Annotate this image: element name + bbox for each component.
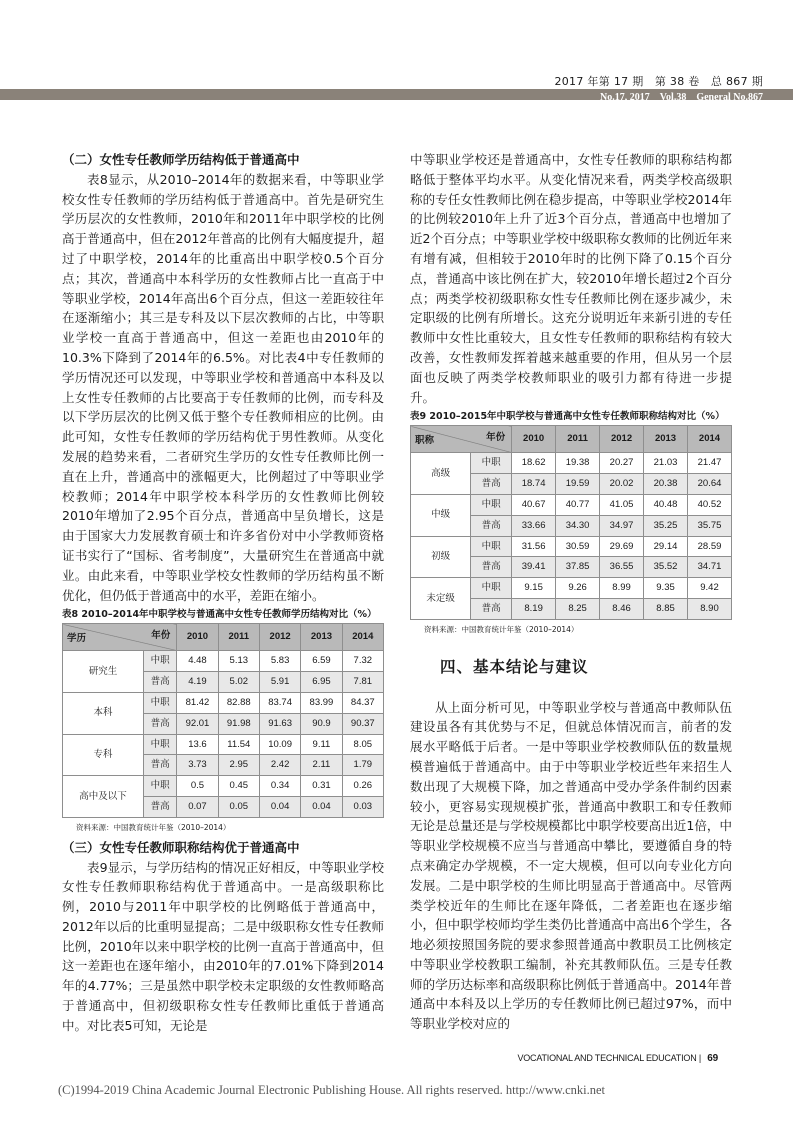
row-school-type: 普高: [471, 515, 512, 536]
row-category: 高级: [411, 453, 471, 495]
corner-row-label: 学历: [67, 632, 87, 644]
table-cell: 34.97: [600, 515, 644, 536]
section-heading-4: 四、基本结论与建议: [440, 657, 589, 676]
table-cell: 29.69: [600, 536, 644, 557]
paragraph: 表8显示，从2010–2014年的数据来看，中等职业学校女性专任教师的学历结构低于普通高中。首先是研究生学历层次的女性教师，2010年和2011年中职学校的比例高于普通高中，但在2012年普高的比例有大幅度提升，超过了中职学校，2014年的比重高出中职学校0.5个百分点；其次，普通高中本科学历的女性教师占比一直高于中等职业学校，2014年高出6个百分点，但这一差距较往年在逐渐缩小；其三是专科及以下层次教师的占比，中等职业学校一直高于普通高中，但这一差距也由2010年的10.3%下降到了2014年的6.5%。对比表4中专任教师的学历情况还可以发现，中等职业学校和普通高中本科及以上女性专任教师的占比要高于专任教师的比例，而专科及以下学历层次的比例又低于整个专任教师相应的比例。由此可知，女性专任教师的学历结构优于男性教师。从变化发展的趋势来看，二者研究生学历的女性专任教师比例一直在上升，普通高中的涨幅更大，比例超过了中等职业学校教师；2014年中职学校本科学历的女性教师比例较2010年增加了2.95个百分点，普通高中呈负增长，这是由于国家大力发展教育硕士和许多省份对中小学教师资格证书实行了“国标、省考制度”，大量研究生在普通高中就业。由此来看，中等职业学校女性教师的学历结构虽不断优化，但仍低于普通高中的水平，差距在缩小。: [62, 171, 384, 603]
table-cell: 20.64: [688, 474, 732, 495]
issue-header-en: No.17, 2017 Vol.38 General No.867: [600, 92, 763, 103]
paragraph: 表9显示，与学历结构的情况正好相反，中等职业学校女性专任教师职称结构优于普通高中。一是高级职称比例，2010与2011年中职学校的比例略低于普通高中，2012年以后的比重明显提高；二是中级职称女性专任教师比例，2010年以来中职学校的比例一直高于普通高中，但这一差距也在逐年缩小，由2010年的7.01%下降到2014年的4.77%；三是虽然中职学校未定职级的女性教师略高于普通高中，但初级职称女性专任教师比重低于普通高中。对比表5可知，无论是: [62, 859, 384, 1033]
table-row: [411, 453, 732, 474]
table-cell: 83.99: [301, 692, 342, 713]
table-row: [63, 776, 384, 797]
row-school-type: 中职: [143, 776, 176, 797]
year-header: 2014: [342, 624, 383, 651]
table-cell: 35.52: [644, 557, 688, 578]
table-cell: 2.95: [218, 755, 259, 776]
table-cell: 34.30: [556, 515, 600, 536]
table-cell: 18.74: [512, 474, 556, 495]
table9-source: 资料来源：中国教育统计年鉴（2010–2014）: [424, 624, 579, 634]
table-cell: 36.55: [600, 557, 644, 578]
table-cell: 5.13: [218, 651, 259, 672]
row-category: 未定级: [411, 578, 471, 620]
table-cell: 0.05: [218, 796, 259, 817]
table-cell: 40.48: [644, 494, 688, 515]
row-school-type: 中职: [143, 651, 176, 672]
table-cell: 8.99: [600, 578, 644, 599]
page-number: 69: [707, 1053, 718, 1064]
table-cell: 31.56: [512, 536, 556, 557]
table-cell: 81.42: [177, 692, 218, 713]
table-cell: 9.42: [688, 578, 732, 599]
table-cell: 40.52: [688, 494, 732, 515]
left-column: [62, 150, 384, 1036]
year-header: 2010: [512, 426, 556, 453]
table-cell: 33.66: [512, 515, 556, 536]
row-school-type: 中职: [471, 494, 512, 515]
table-cell: 1.79: [342, 755, 383, 776]
table-cell: 8.25: [556, 598, 600, 619]
table-cell: 6.95: [301, 672, 342, 693]
table-cell: 13.6: [177, 734, 218, 755]
table-cell: 2.11: [301, 755, 342, 776]
table-cell: 82.88: [218, 692, 259, 713]
row-category: 专科: [63, 734, 144, 776]
table-corner-cell: [63, 624, 177, 651]
table-cell: 35.25: [644, 515, 688, 536]
row-school-type: 普高: [143, 755, 176, 776]
table9-caption: 表9 2010–2015年中职学校与普通高中女性专任教师职称结构对比（%）: [410, 411, 725, 423]
table-cell: 9.35: [644, 578, 688, 599]
table-cell: 34.71: [688, 557, 732, 578]
table-cell: 37.85: [556, 557, 600, 578]
table-cell: 40.67: [512, 494, 556, 515]
year-header: 2014: [688, 426, 732, 453]
table-cell: 4.19: [177, 672, 218, 693]
row-school-type: 普高: [143, 713, 176, 734]
table-corner-cell: [411, 426, 512, 453]
paragraph: 中等职业学校还是普通高中，女性专任教师的职称结构都略低于整体平均水平。从变化情况来看，两类学校高级职称的专任女性教师比例在稳步提高，中等职业学校2014年的比例较2010年上升了近3个百分点，普通高中也增加了近2个百分点；中等职业学校中级职称女教师的比例近年来有增有减，但相较于2010年时的比例下降了0.15个百分点，普通高中该比例在扩大，较2010年增长超过2个百分点；两类学校初级职称女性专任教师比例在逐步减少，未定职级的比例有所增长。这充分说明近年来新引进的专任教师中女性比重较大，且女性专任教师的职称结构有较大改善，女性教师发挥着越来越重要的作用，但从另一个层面也反映了两类学校教师职业的吸引力都有待进一步提升。: [410, 152, 732, 405]
table-cell: 90.37: [342, 713, 383, 734]
row-school-type: 中职: [471, 578, 512, 599]
row-school-type: 中职: [471, 536, 512, 557]
row-school-type: 中职: [143, 734, 176, 755]
table8-caption: 表8 2010–2014年中职学校与普通高中女性专任教师学历结构对比（%）: [62, 609, 377, 621]
issue-header: 2017 年第 17 期 第 38 卷 总 867 期: [554, 75, 763, 88]
table-row: [63, 692, 384, 713]
table-cell: 0.04: [301, 796, 342, 817]
table-cell: 20.38: [644, 474, 688, 495]
row-school-type: 普高: [143, 796, 176, 817]
row-school-type: 普高: [471, 598, 512, 619]
row-school-type: 普高: [143, 672, 176, 693]
table-cell: 21.47: [688, 453, 732, 474]
table-row: [411, 536, 732, 557]
table-cell: 5.02: [218, 672, 259, 693]
year-header: 2012: [600, 426, 644, 453]
table-cell: 35.75: [688, 515, 732, 536]
table-cell: 7.32: [342, 651, 383, 672]
table-cell: 20.27: [600, 453, 644, 474]
paragraph: 从上面分析可见，中等职业学校与普通高中教师队伍建设虽各有其优势与不足，但就总体情况而言，前者的发展水平略低于后者。一是中等职业学校教师队伍的数量规模普遍低于普通高中。由于中等职业学校近些年来招生人数出现了大规模下降，加之普通高中受办学条件制约因素较小，更容易实现规模扩张，普通高中教职工和专任教师无论是总量还是与学校规模都比中职学校要高出近1倍，中等职业学校规模不应当与普通高中攀比，要遵循自身的特点来确定办学规模，不一定大规模，但可以向专业化方向发展。二是中职学校的生师比明显高于普通高中。尽管两类学校近年的生师比在逐年降低，二者差距也在逐步缩小，但中职学校师均学生类仍比普通高中高出6个学生，各地必须按照国务院的要求参照普通高中教职员工比例核定中等职业学校教职工编制，补充其教师队伍。三是专任教师的学历达标率和高级职称比例低于普通高中。2014年普通高中本科及以上学历的专任教师比例已超过97%，而中等职业学校对应的: [410, 699, 732, 1032]
year-header: 2010: [177, 624, 218, 651]
table-cell: 2.42: [259, 755, 300, 776]
table-row: [411, 494, 732, 515]
row-category: 研究生: [63, 651, 144, 693]
year-header: 2011: [556, 426, 600, 453]
table-cell: 8.85: [644, 598, 688, 619]
table-cell: 28.59: [688, 536, 732, 557]
table-cell: 4.48: [177, 651, 218, 672]
table-cell: 91.98: [218, 713, 259, 734]
table-cell: 19.59: [556, 474, 600, 495]
table-cell: 18.62: [512, 453, 556, 474]
row-category: 中级: [411, 494, 471, 536]
table-cell: 19.38: [556, 453, 600, 474]
table-cell: 91.63: [259, 713, 300, 734]
table-cell: 29.14: [644, 536, 688, 557]
table-cell: 8.46: [600, 598, 644, 619]
table-cell: 9.15: [512, 578, 556, 599]
table-cell: 30.59: [556, 536, 600, 557]
table-row: [411, 578, 732, 599]
table-cell: 3.73: [177, 755, 218, 776]
table-cell: 90.9: [301, 713, 342, 734]
table-row: [63, 651, 384, 672]
row-category: 本科: [63, 692, 144, 734]
table-cell: 0.31: [301, 776, 342, 797]
journal-name: VOCATIONAL AND TECHNICAL EDUCATION: [517, 1053, 697, 1063]
table8-source: 资料来源：中国教育统计年鉴（2010–2014）: [76, 822, 231, 832]
table9: [410, 425, 732, 619]
section-heading-2: （二）女性专任教师学历结构低于普通高中: [62, 152, 300, 167]
copyright-line: (C)1994-2019 China Academic Journal Electronic Publishing House. All rights reserved. http://www.cnki.net: [58, 1083, 606, 1097]
table-header-row: [411, 426, 732, 453]
row-school-type: 中职: [143, 692, 176, 713]
corner-year-label: 年份: [486, 432, 506, 444]
table-cell: 9.11: [301, 734, 342, 755]
table-cell: 92.01: [177, 713, 218, 734]
table-cell: 0.5: [177, 776, 218, 797]
table-cell: 0.26: [342, 776, 383, 797]
row-school-type: 普高: [471, 474, 512, 495]
year-header: 2013: [301, 624, 342, 651]
row-category: 初级: [411, 536, 471, 578]
table8: [62, 623, 384, 817]
table-cell: 8.90: [688, 598, 732, 619]
table-header-row: [63, 624, 384, 651]
year-header: 2012: [259, 624, 300, 651]
year-header: 2013: [644, 426, 688, 453]
table-cell: 7.81: [342, 672, 383, 693]
section-heading-3: （三）女性专任教师职称结构优于普通高中: [62, 839, 300, 855]
table-cell: 9.26: [556, 578, 600, 599]
year-header: 2011: [218, 624, 259, 651]
table-cell: 0.07: [177, 796, 218, 817]
page-footer: [517, 1053, 718, 1064]
table-cell: 6.59: [301, 651, 342, 672]
row-school-type: 普高: [471, 557, 512, 578]
table-cell: 8.05: [342, 734, 383, 755]
footer-separator: |: [698, 1053, 701, 1063]
table-cell: 8.19: [512, 598, 556, 619]
right-column: [410, 150, 732, 1034]
table-cell: 83.74: [259, 692, 300, 713]
row-category: 高中及以下: [63, 776, 144, 818]
table-cell: 10.09: [259, 734, 300, 755]
table-cell: 84.37: [342, 692, 383, 713]
corner-year-label: 年份: [151, 630, 171, 642]
table-cell: 20.02: [600, 474, 644, 495]
table-cell: 0.04: [259, 796, 300, 817]
row-school-type: 中职: [471, 453, 512, 474]
corner-row-label: 职称: [415, 434, 435, 446]
table-cell: 0.03: [342, 796, 383, 817]
table-cell: 21.03: [644, 453, 688, 474]
table-cell: 41.05: [600, 494, 644, 515]
table-cell: 11.54: [218, 734, 259, 755]
table-cell: 0.34: [259, 776, 300, 797]
table-row: [63, 734, 384, 755]
table-cell: 39.41: [512, 557, 556, 578]
table-cell: 40.77: [556, 494, 600, 515]
table-cell: 5.83: [259, 651, 300, 672]
table-cell: 0.45: [218, 776, 259, 797]
table-cell: 5.91: [259, 672, 300, 693]
